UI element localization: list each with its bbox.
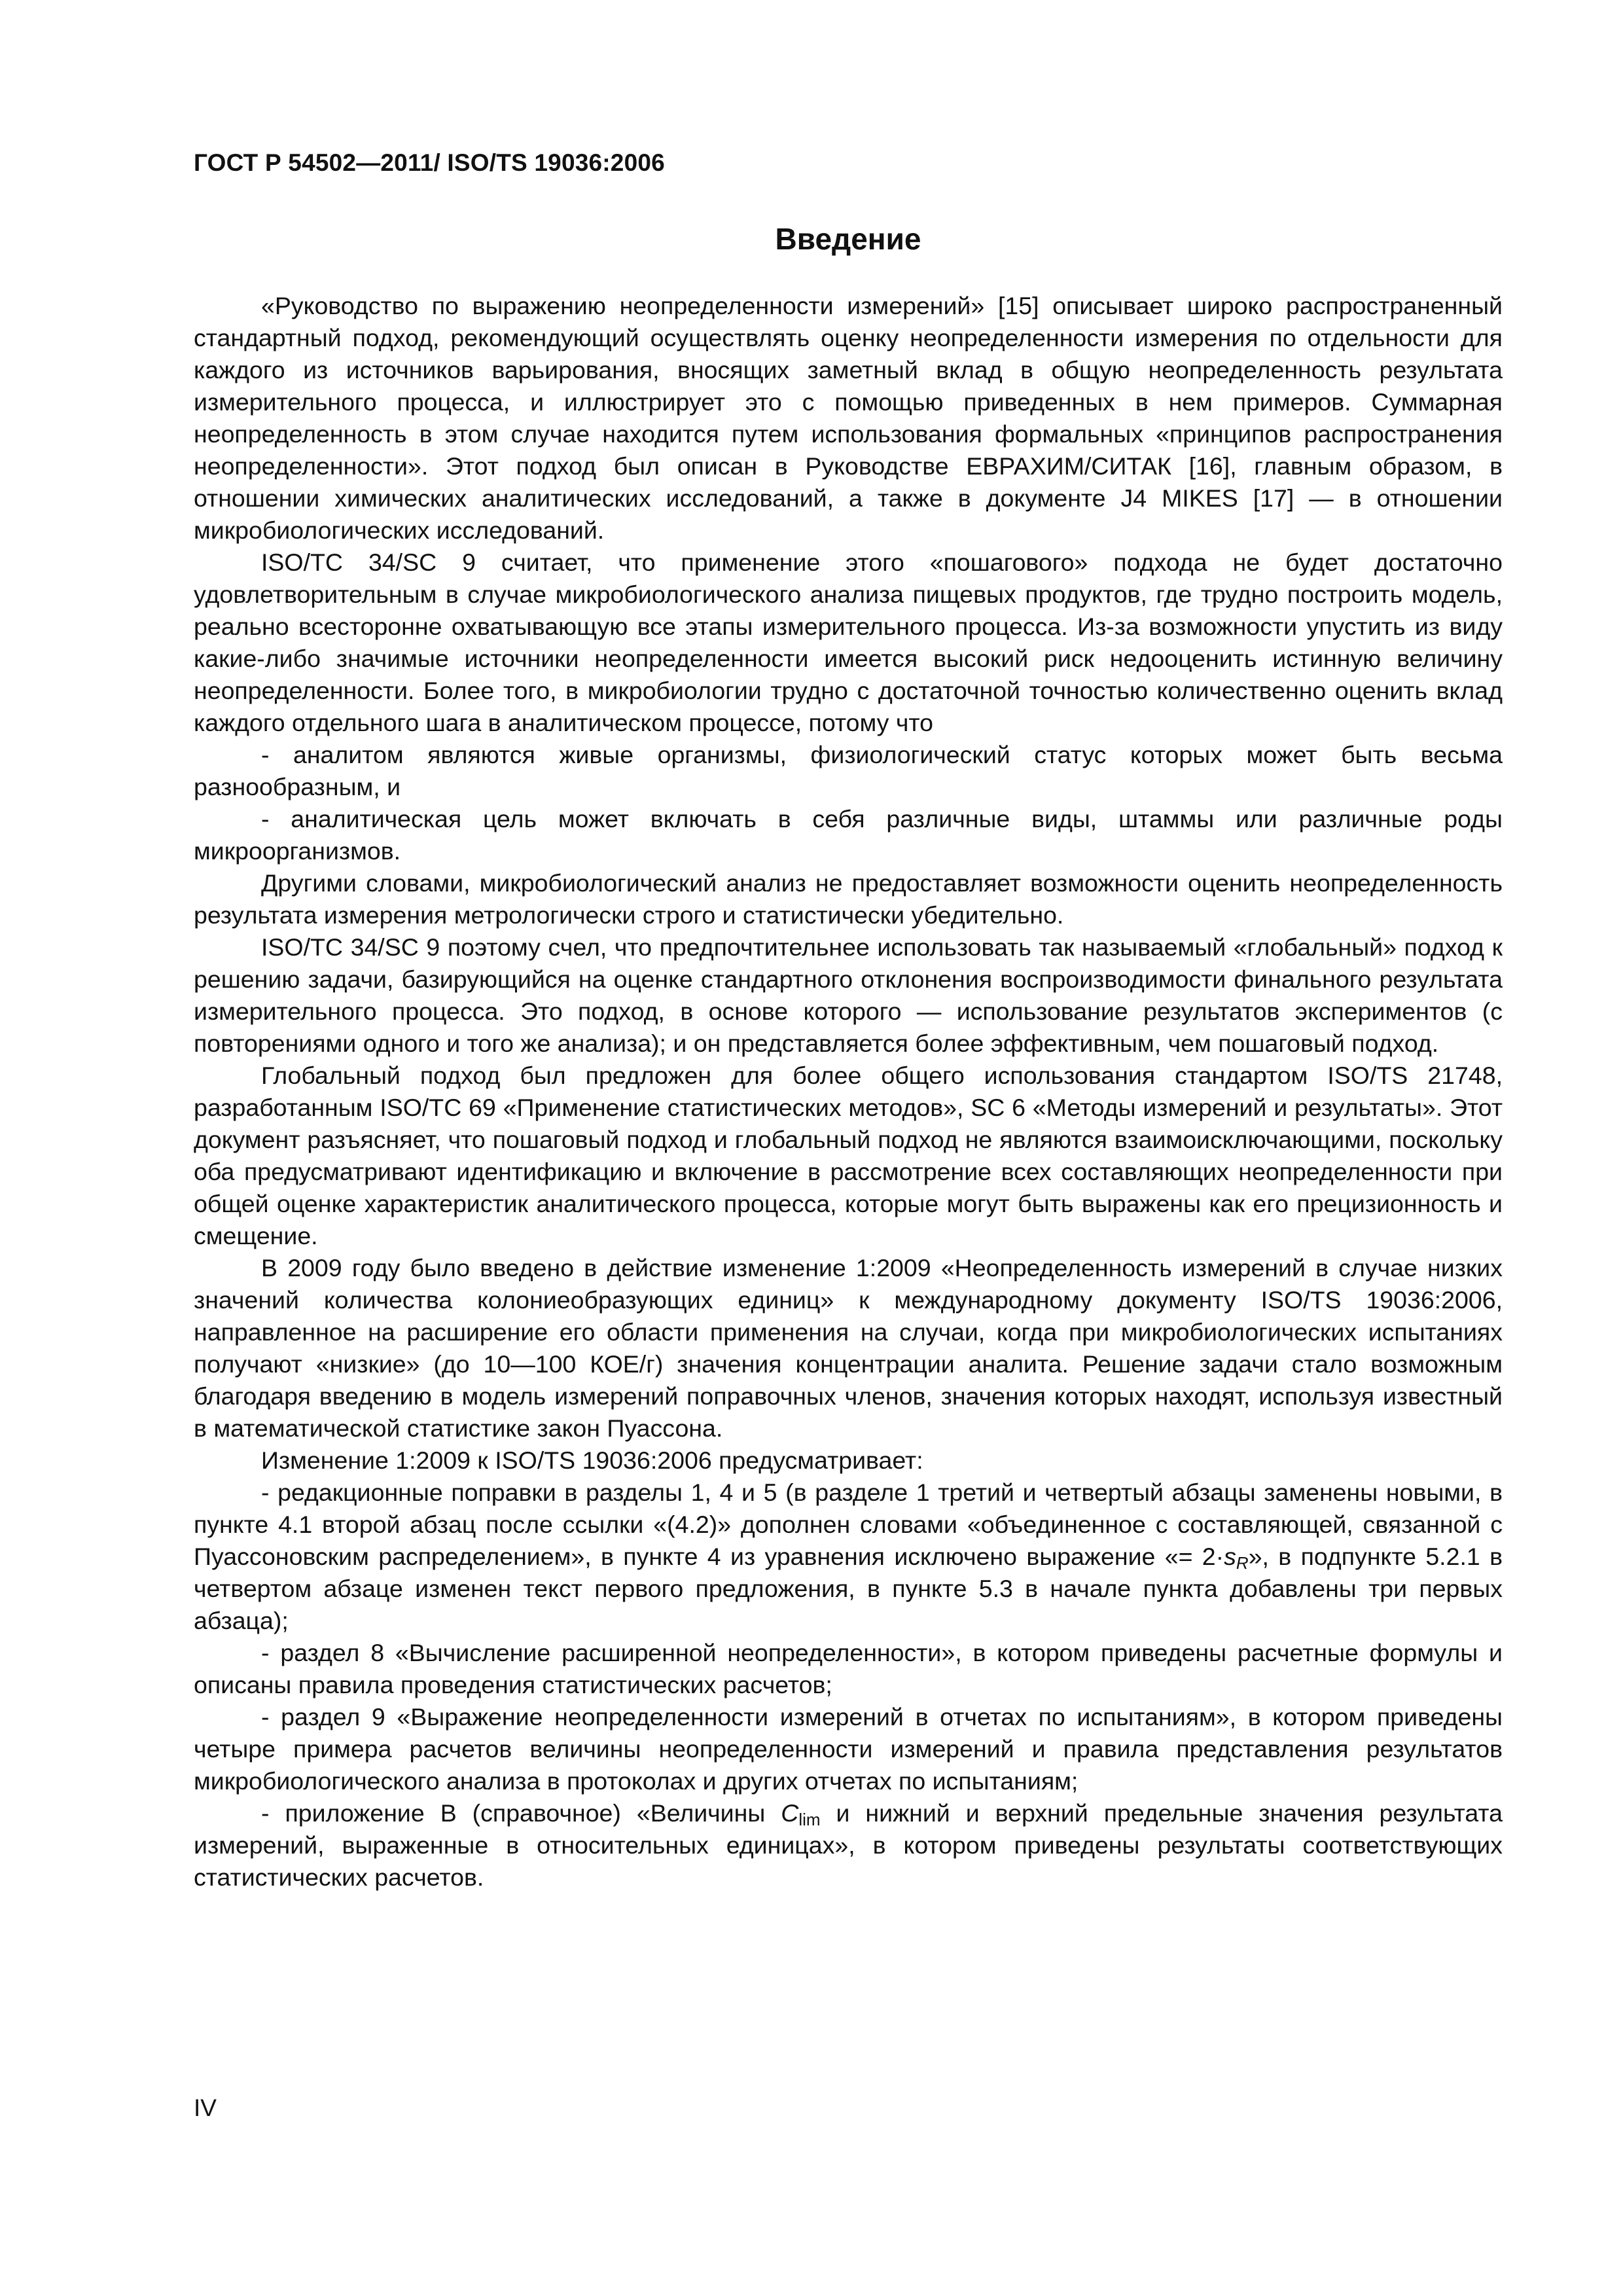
list-item-section-9: - раздел 9 «Выражение неопределенности измерений в отчетах по испытаниям», в котором приведены четыре примера расчетов величины неопределенности измерений и правила представления результатов микробиологического анализа в протоколах и других отчетах по испытаниям; (194, 1703, 1503, 1795)
paragraph-amendment-2009: В 2009 году было введено в действие изменение 1:2009 «Неопределенность измерений в случае низких значений количества колониеобразующих единиц» к международному документу ISO/TS 19036:2006, направленное на расширение его области применения на случаи, когда при микробиологических испытаниях получают «низкие» (до 10—100 КОЕ/г) значения концентрации аналита. Решение задачи стало возможным благодаря введению в модель измерений поправочных членов, значения которых находят, используя известный в математической статистике закон Пуассона. (194, 1254, 1503, 1442)
list-item-annex-b (194, 1797, 1503, 1893)
symbol-s: s (1224, 1543, 1236, 1570)
paragraph-iso-ts-21748: Глобальный подход был предложен для более общего использования стандартом ISO/TS 21748, разработанным ISO/TC 69 «Применение статистических методов», SC 6 «Методы измерений и результаты». Этот документ разъясняет, что пошаговый подход и глобальный подход не являются взаимоисключающими, поскольку оба предусматривают идентификацию и включение в рассмотрение всех составляющих неопределенности при общей оценке характеристик аналитического процесса, которые могут быть выражены как его прецизионность и смещение. (194, 1062, 1503, 1249)
body-text (194, 290, 1503, 1893)
edits-text-start: - редакционные поправки в разделы 1, 4 и 5 (в разделе 1 третий и четвертый абзацы заменены новыми, в пункте 4.1 второй абзац после ссылки «(4.2)» дополнен словами «объединенное с составляющей, связанной с Пуассоновским распределением», в пункте 4 из уравнения исключено выражение «= 2· (194, 1479, 1503, 1570)
section-title: Введение (775, 222, 921, 256)
symbol-subscript-r: R (1236, 1553, 1249, 1573)
paragraph-amendment-provisions: Изменение 1:2009 к ISO/TS 19036:2006 предусматривает: (261, 1446, 923, 1474)
list-item-living-organisms: - аналитом являются живые организмы, физиологический статус которых может быть весьма разнообразным, и (194, 741, 1503, 800)
list-item-editorial-edits (194, 1477, 1503, 1637)
page-number: IV (194, 2094, 217, 2121)
symbol-subscript-lim: lim (798, 1810, 821, 1829)
annex-text-start: - приложение В (справочное) «Величины (261, 1799, 781, 1827)
symbol-c: C (781, 1799, 799, 1827)
annex-text-end: и нижний и верхний предельные значения результата измерений, выраженные в относительных единицах», в котором приведены результаты соответствующих статистических расчетов. (194, 1799, 1503, 1891)
standard-code-header: ГОСТ Р 54502—2011/ ISO/TS 19036:2006 (194, 149, 665, 176)
paragraph-other-words: Другими словами, микробиологический анализ не предоставляет возможности оценить неопределенность результата измерения метрологически строго и статистически убедительно. (194, 869, 1503, 929)
paragraph-global-approach: ISO/TC 34/SC 9 поэтому счел, что предпочтительнее использовать так называемый «глобальный» подход к решению задачи, базирующийся на оценке стандартного отклонения воспроизводимости финального результата измерительного процесса. Это подход, в основе которого — использование результатов экспериментов (с повторениями одного и того же анализа); и он представляется более эффективным, чем пошаговый подход. (194, 933, 1503, 1057)
edits-text-end: », в подпункте 5.2.1 в четвертом абзаце изменен текст первого предложения, в пункте 5.3 в начале пункта добавлены три первых абзаца); (194, 1543, 1503, 1634)
paragraph-stepwise-approach: ISO/TC 34/SC 9 считает, что применение этого «пошагового» подхода не будет достаточно удовлетворительным в случае микробиологического анализа пищевых продуктов, где трудно построить модель, реально всесторонне охватывающую все этапы измерительного процесса. Из-за возможности упустить из виду какие-либо значимые источники неопределенности имеется высокий риск недооценить истинную величину неопределенности. Более того, в микробиологии трудно с достаточной точностью количественно оценить вклад каждого отдельного шага в аналитическом процессе, потому что (194, 548, 1503, 736)
paragraph-guide: «Руководство по выражению неопределенности измерений» [15] описывает широко распространенный стандартный подход, рекомендующий осуществлять оценку неопределенности измерения по отдельности для каждого из источников варьирования, вносящих заметный вклад в общую неопределенность результата измерительного процесса, и иллюстрирует это с помощью приведенных в нем примеров. Суммарная неопределенность в этом случае находится путем использования формальных «принципов распространения неопределенности». Этот подход был описан в Руководстве ЕВРАХИМ/СИТАК [16], главным образом, в отношении химических аналитических исследований, а также в документе J4 MIKES [17] — в отношении микробиологических исследований. (194, 292, 1503, 544)
list-item-section-8: - раздел 8 «Вычисление расширенной неопределенности», в котором приведены расчетные формулы и описаны правила проведения статистических расчетов; (194, 1639, 1503, 1698)
list-item-analytical-target: - аналитическая цель может включать в себя различные виды, штаммы или различные роды микроорганизмов. (194, 805, 1503, 865)
